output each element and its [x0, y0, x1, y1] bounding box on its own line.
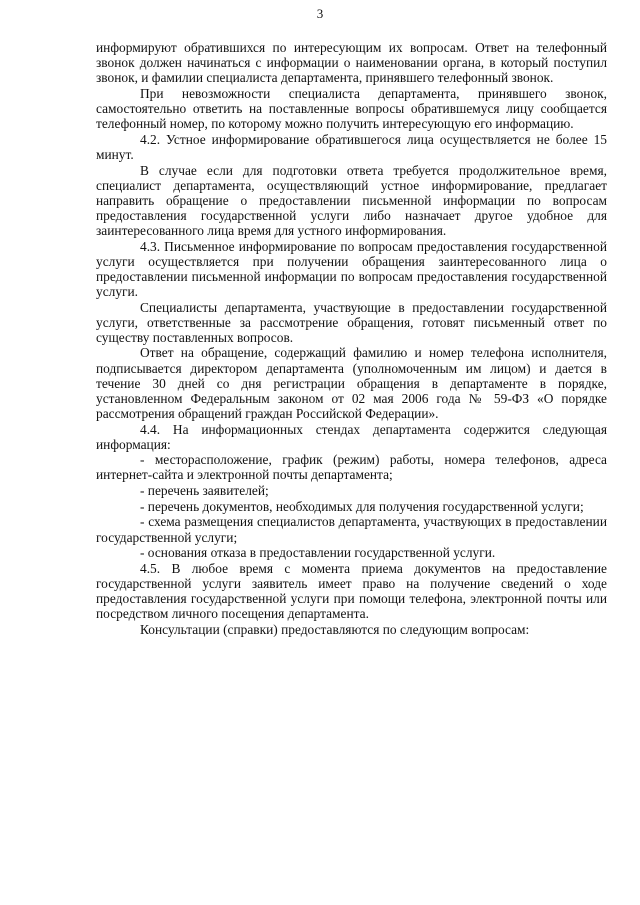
paragraph-answer-signed: Ответ на обращение, содержащий фамилию и номер телефона исполнителя, подписывается директором департамента (уполномоченным им лицом) и дается в течение 30 дней со дня регистрации обращения в департаменте в порядке, установленном Федеральным законом от 02 мая 2006 года № 59-ФЗ «О порядке рассмотрения обращений граждан Российской Федерации».	[96, 345, 607, 421]
paragraph-phone-answer: информируют обратившихся по интересующим их вопросам. Ответ на телефонный звонок должен начинаться с информации о наименовании органа, в который поступил звонок, и фамилии специалиста департамента, принявшего телефонный звонок.	[96, 40, 607, 86]
list-item-location: - месторасположение, график (режим) работы, номера телефонов, адреса интернет-сайта и электронной почты департамента;	[96, 452, 607, 483]
paragraph-4-3: 4.3. Письменное информирование по вопросам предоставления государственной услуги осуществляется при получении обращения заинтересованного лица о предоставлении письменной информации по вопросам предоставления государственной услуги.	[96, 238, 607, 299]
paragraph-4-2: 4.2. Устное информирование обратившегося лица осуществляется не более 15 минут.	[96, 131, 607, 162]
paragraph-specialists: Специалисты департамента, участвующие в предоставлении государственной услуги, ответственные за рассмотрение обращения, готовят письменный ответ по существу поставленных вопросов.	[96, 299, 607, 345]
list-item-documents: - перечень документов, необходимых для получения государственной услуги;	[140, 498, 584, 514]
page-number: 3	[316, 6, 324, 21]
paragraph-4-4: 4.4. На информационных стендах департамента содержится следующая информация:	[96, 421, 607, 452]
paragraph-4-5: 4.5. В любое время с момента приема документов на предоставление государственной услуги заявитель имеет право на получение сведений о ходе предоставления государственной услуги при помощи телефона, электронной почты или посредством личного посещения департамента.	[96, 560, 607, 622]
paragraph-unable-to-answer: При невозможности специалиста департамента, принявшего звонок, самостоятельно ответить на поставленные вопросы обратившемуся лицу сообщается телефонный номер, по которому можно получить интересующую его информацию.	[96, 85, 607, 132]
list-item-applicants: - перечень заявителей;	[140, 483, 269, 499]
paragraph-long-preparation: В случае если для подготовки ответа требуется продолжительное время, специалист департамента, осуществляющий устное информирование, предлагает направить обращение о предоставлении письменной информации по вопросам предоставления государственной услуги либо назначает другое удобное для заинтересованного лица время для устного информирования.	[96, 162, 607, 238]
paragraph-consultations: Консультации (справки) предоставляются по следующим вопросам:	[140, 621, 530, 637]
document-body	[96, 40, 607, 637]
list-item-scheme: - схема размещения специалистов департамента, участвующих в предоставлении государственной услуги;	[96, 514, 607, 545]
list-item-refusal-grounds: - основания отказа в предоставлении государственной услуги.	[140, 545, 496, 561]
